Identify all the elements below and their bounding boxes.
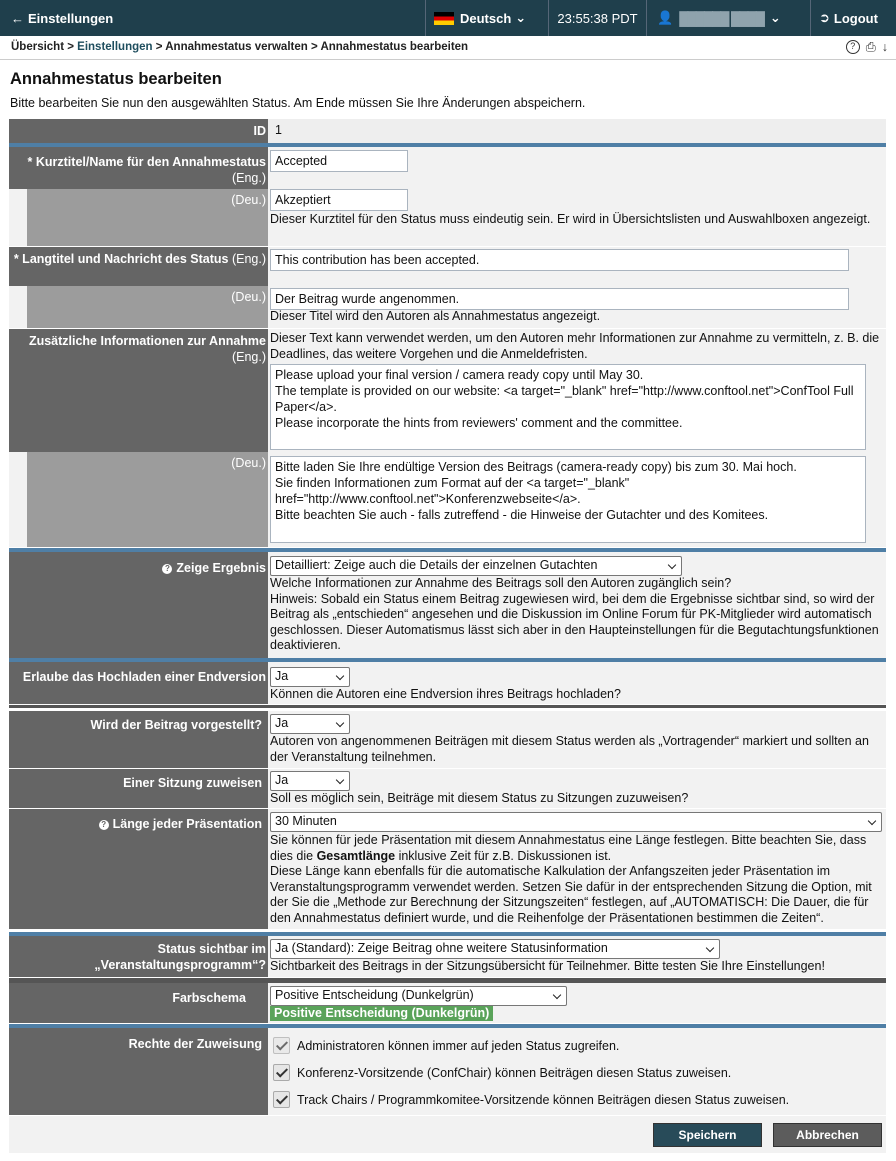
rights-confchair-label: Konferenz-Vorsitzende (ConfChair) können Beiträgen diesen Status zuweisen. bbox=[297, 1065, 732, 1080]
short-title-row bbox=[9, 147, 886, 246]
help-icon[interactable]: ? bbox=[846, 40, 860, 54]
presentation-length-select[interactable]: 30 Minuten bbox=[270, 812, 882, 832]
session-label: Einer Sitzung zuweisen bbox=[9, 769, 268, 808]
session-help: Soll es möglich sein, Beiträge mit diesem Status zu Sitzungen zuzuweisen? bbox=[270, 791, 689, 805]
assignment-rights-row bbox=[9, 1028, 886, 1115]
rights-admin-label: Administratoren können immer auf jeden Status zugreifen. bbox=[297, 1038, 620, 1053]
additional-info-row bbox=[9, 329, 886, 547]
long-title-deu-input[interactable]: Der Beitrag wurde angenommen. bbox=[270, 288, 849, 310]
presented-select[interactable]: Ja bbox=[270, 714, 350, 734]
cancel-button[interactable]: Abbrechen bbox=[773, 1123, 882, 1147]
download-icon[interactable]: ↓ bbox=[881, 40, 888, 54]
color-scheme-select[interactable]: Positive Entscheidung (Dunkelgrün) bbox=[270, 986, 567, 1006]
help-icon[interactable]: ? bbox=[162, 564, 172, 574]
logout-button[interactable] bbox=[810, 0, 896, 36]
user-name: ██████ ████ bbox=[679, 10, 764, 26]
show-results-select[interactable]: Detailliert: Zeige auch die Details der einzelnen Gutachten bbox=[270, 556, 682, 576]
back-to-settings-link[interactable] bbox=[0, 0, 118, 36]
presentation-length-row bbox=[9, 809, 886, 929]
presented-label: Wird der Beitrag vorgestellt? bbox=[9, 711, 268, 768]
rights-confchair-checkbox[interactable] bbox=[273, 1059, 789, 1086]
short-title-deu-label: (Deu.) bbox=[27, 189, 268, 246]
additional-info-help: Dieser Text kann verwendet werden, um den Autoren mehr Informationen zur Annahme zu vermitteln, z. B. die Deadlines, das weitere Vorgehen und die Anmeldefristen. bbox=[270, 331, 880, 361]
show-results-help bbox=[270, 576, 884, 654]
time-display: 23:55:38 PDT bbox=[557, 10, 638, 26]
short-title-label: * Kurztitel/Name für den Annahmestatus (Eng.) bbox=[9, 147, 268, 189]
presentation-length-help bbox=[270, 833, 884, 926]
german-flag-icon bbox=[434, 12, 454, 25]
language-label: Deutsch bbox=[460, 10, 512, 26]
session-select[interactable]: Ja bbox=[270, 771, 350, 791]
program-visibility-label: Status sichtbar im „Veranstaltungsprogramm“? bbox=[9, 936, 268, 977]
chevron-down-icon: ⌄ bbox=[515, 10, 527, 25]
long-title-deu-label: (Deu.) bbox=[27, 286, 268, 328]
page-title: Annahmestatus bearbeiten bbox=[10, 70, 222, 88]
page-intro: Bitte bearbeiten Sie nun den ausgewählten Status. Am Ende müssen Sie Ihre Änderungen abspeichern. bbox=[10, 96, 586, 110]
print-icon[interactable]: ⎙ bbox=[865, 40, 876, 54]
assignment-rights-list bbox=[273, 1032, 789, 1113]
section-separator bbox=[9, 705, 886, 708]
save-button[interactable]: Speichern bbox=[653, 1123, 762, 1147]
show-results-label: ? Zeige Ergebnis bbox=[9, 552, 268, 658]
logout-icon: ➲ bbox=[819, 10, 830, 25]
presentation-length-help-second: Diese Länge kann ebenfalls für die automatische Kalkulation der Anfangszeiten jeder Präsentation im Veranstaltungsprogramm verwendet werden. Setzen Sie dafür in der entsprechenden Sitzung die Option, mit der Sie die „Methode zur Berechnung der Sitzungszeiten“ festlegen, auf „AUTOMATISCH: Die Dauer, die für den Annahmestatus definiert wurde, und die Reihenfolge der Präsentationen bestimmen die Zeiten“. bbox=[270, 864, 872, 925]
long-title-row bbox=[9, 247, 886, 328]
id-row bbox=[9, 119, 886, 143]
presented-row bbox=[9, 711, 886, 768]
assignment-rights-label: Rechte der Zuweisung bbox=[9, 1028, 268, 1115]
additional-info-deu-textarea[interactable]: Bitte laden Sie Ihre endültige Version des Beitrags (camera-ready copy) bis zum 30. Mai hoch. Sie finden Informationen zum Format auf der <a target="_blank" href="http://www.conftool.net">Konferenzwebseite</a>. Bitte beachten Sie auch - falls zutreffend - die Hinweise der Gutachter und des Komitees. bbox=[270, 456, 866, 543]
short-title-deu-input[interactable]: Akzeptiert bbox=[270, 189, 408, 211]
arrow-left-icon: ← bbox=[11, 10, 24, 26]
id-label: ID bbox=[9, 119, 268, 143]
chevron-down-icon: ⌄ bbox=[769, 10, 781, 25]
help-icon[interactable]: ? bbox=[99, 820, 109, 830]
clock bbox=[548, 0, 646, 36]
program-visibility-select[interactable]: Ja (Standard): Zeige Beitrag ohne weitere Statusinformation bbox=[270, 939, 720, 959]
program-visibility-row bbox=[9, 936, 886, 977]
upload-select[interactable]: Ja bbox=[270, 667, 350, 687]
page-tools bbox=[846, 40, 888, 55]
show-results-row bbox=[9, 552, 886, 658]
show-results-help-note: Hinweis: Sobald ein Status einem Beitrag zugewiesen wird, bei dem die Ergebnisse sichtbar sind, so wird der Beitrag als „entschieden“ angesehen und die Diskussion im Online Forum für PK-Mitglieder wird automatisch geschlossen. Dieser Automatismus lässt sich aber in den Haupteinstellungen für die Begutachtungsfunktionen deaktivieren. bbox=[270, 591, 879, 652]
breadcrumb-settings-link[interactable]: Einstellungen bbox=[77, 41, 153, 53]
rights-admin-checkbox bbox=[273, 1032, 789, 1059]
user-icon: 👤 bbox=[657, 10, 674, 25]
additional-info-label: Zusätzliche Informationen zur Annahme (Eng.) bbox=[9, 329, 268, 452]
long-title-label: * Langtitel und Nachricht des Status (Eng.) bbox=[9, 247, 268, 286]
show-results-help-question: Welche Informationen zur Annahme des Beitrags soll den Autoren zugänglich sein? bbox=[270, 576, 732, 590]
color-scheme-label: Farbschema bbox=[9, 983, 268, 1023]
upload-row bbox=[9, 662, 886, 704]
long-title-eng-input[interactable]: This contribution has been accepted. bbox=[270, 249, 849, 271]
logout-label: Logout bbox=[833, 10, 878, 26]
id-value: 1 bbox=[275, 123, 282, 137]
language-selector[interactable] bbox=[425, 0, 548, 36]
rights-trackchair-checkbox[interactable] bbox=[273, 1086, 789, 1113]
additional-info-deu-label: (Deu.) bbox=[27, 452, 268, 547]
checkbox-checked-icon[interactable] bbox=[273, 1091, 290, 1108]
additional-info-eng-textarea[interactable]: Please upload your final version / camera ready copy until May 30. The template is provided on our website: <a target="_blank" href="http://www.conftool.net">ConfTool Full Paper</a>. Please incorporate the hints from reviewers' comment and the committee. bbox=[270, 364, 866, 450]
short-title-help: Dieser Kurztitel für den Status muss eindeutig sein. Er wird in Übersichtslisten und Auswahlboxen angezeigt. bbox=[270, 212, 871, 226]
breadcrumb-overview[interactable]: Übersicht > bbox=[11, 41, 74, 53]
back-label: Einstellungen bbox=[28, 10, 114, 26]
program-visibility-help: Sichtbarkeit des Beitrags in der Sitzungsübersicht für Teilnehmer. Bitte testen Sie Ihre Einstellungen! bbox=[270, 959, 825, 973]
long-title-help: Dieser Titel wird den Autoren als Annahmestatus angezeigt. bbox=[270, 309, 601, 323]
checkbox-checked-icon[interactable] bbox=[273, 1064, 290, 1081]
presentation-length-label: ? Länge jeder Präsentation bbox=[9, 809, 268, 929]
checkbox-checked-icon bbox=[273, 1037, 290, 1054]
breadcrumb bbox=[0, 36, 896, 60]
presented-help: Autoren von angenommenen Beiträgen mit diesem Status werden als „Vortragender“ markiert und sollten an der Veranstaltung teilnehmen. bbox=[270, 734, 869, 764]
breadcrumb-rest: > Annahmestatus verwalten > Annahmestatus bearbeiten bbox=[155, 41, 469, 53]
session-row bbox=[9, 769, 886, 808]
upload-help: Können die Autoren eine Endversion ihres Beitrags hochladen? bbox=[270, 687, 621, 701]
user-menu[interactable] bbox=[646, 0, 810, 36]
short-title-eng-input[interactable]: Accepted bbox=[270, 150, 408, 172]
rights-trackchair-label: Track Chairs / Programmkomitee-Vorsitzende können Beiträgen diesen Status zuweisen. bbox=[297, 1092, 790, 1107]
color-scheme-row bbox=[9, 983, 886, 1023]
upload-label: Erlaube das Hochladen einer Endversion bbox=[9, 662, 268, 704]
color-scheme-preview: Positive Entscheidung (Dunkelgrün) bbox=[270, 1006, 493, 1021]
top-navigation-bar bbox=[0, 0, 896, 36]
presentation-length-help-first: Sie können für jede Präsentation mit diesem Annahmestatus eine Länge festlegen. Bitte beachten Sie, dass dies die Gesamtlänge inklusive Zeit für z.B. Diskussionen ist. bbox=[270, 833, 867, 863]
